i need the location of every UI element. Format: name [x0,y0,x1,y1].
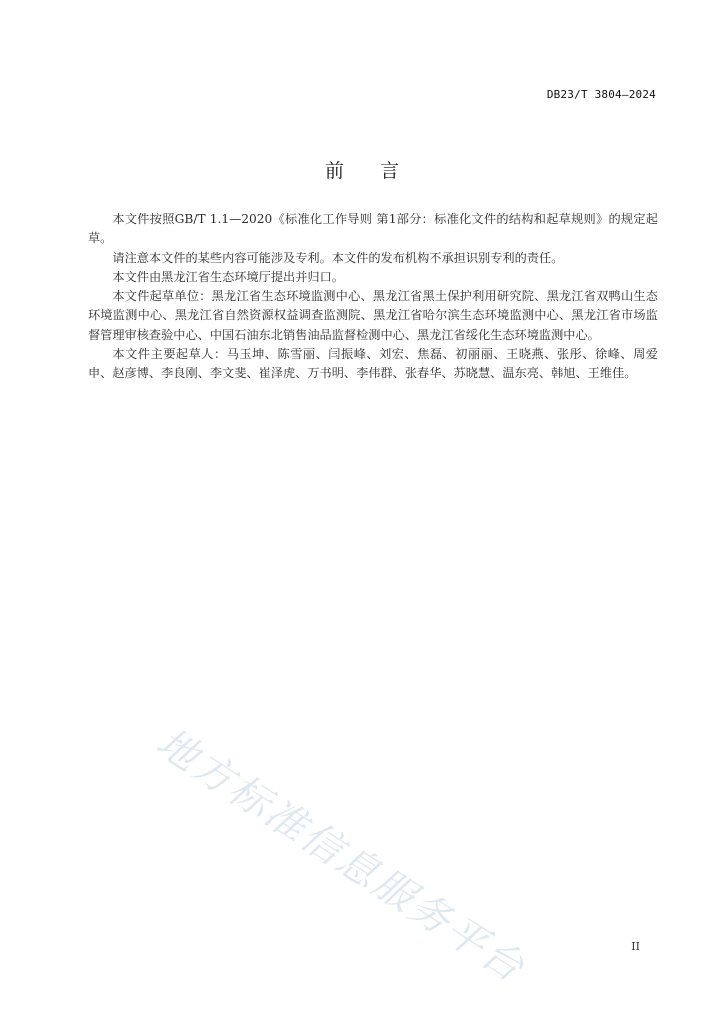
foreword-body [88,210,658,384]
paragraph-patent-notice: 请注意本文件的某些内容可能涉及专利。本文件的发布机构不承担识别专利的责任。 [112,250,564,265]
section-title: 前言 [324,160,435,182]
paragraph-drafters: 本文件主要起草人：马玉坤、陈雪丽、闫振峰、刘宏、焦磊、初丽丽、王晓燕、张彤、徐峰、周爱申、赵彦博、李良刚、李文斐、崔泽虎、万书明、李伟群、张春华、苏晓慧、温东亮、韩旭、王维佳。 [88,347,658,381]
paragraph-drafting-rules: 本文件按照GB/T 1.1—2020《标准化工作导则 第1部分：标准化文件的结构和起草规则》的规定起草。 [88,212,658,246]
document-code: DB23/T 3804—2024 [546,88,656,101]
paragraph-proposer: 本文件由黑龙江省生态环境厅提出并归口。 [112,269,344,284]
paragraph-drafting-organizations: 本文件起草单位：黑龙江省生态环境监测中心、黑龙江省黑土保护利用研究院、黑龙江省双鸭山生态环境监测中心、黑龙江省自然资源权益调查监测院、黑龙江省哈尔滨生态环境监测中心、黑龙江省市场监督管理审核查验中心、中国石油东北销售油品监督检测中心、黑龙江省绥化生态环境监测中心。 [88,289,658,342]
watermark-text: 地方标准信息服务平台 [148,719,534,993]
page-number: II [631,940,640,953]
